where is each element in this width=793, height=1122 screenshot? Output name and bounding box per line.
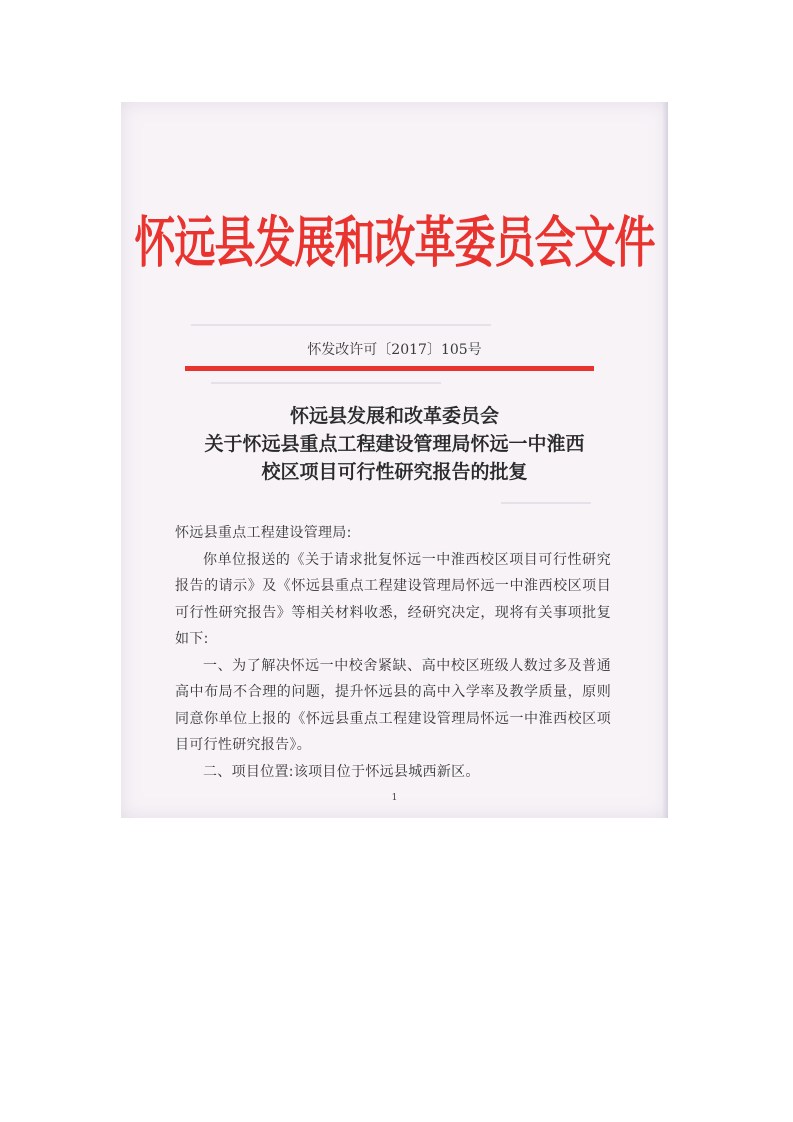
bleed-through-mark	[191, 324, 491, 326]
subject-line: 怀远县发展和改革委员会	[289, 405, 499, 427]
subject-line: 关于怀远县重点工程建设管理局怀远一中淮西	[204, 433, 585, 455]
document-body	[175, 520, 611, 785]
document-subject	[121, 402, 668, 486]
header-title: 怀远县发展和改革委员会文件	[134, 210, 655, 275]
document-number: 怀发改许可〔2017〕105号	[307, 342, 482, 358]
bleed-through-mark	[501, 502, 591, 504]
body-paragraph: 一、为了解决怀远一中校舍紧缺、高中校区班级人数过多及普通高中布局不合理的问题，提升怀远县的高中入学率及教学质量，原则同意你单位上报的《怀远县重点工程建设管理局怀远一中淮西校区项目可行性研究报告》。	[175, 657, 611, 753]
red-divider-rule	[185, 366, 594, 371]
body-paragraph: 二、项目位置:该项目位于怀远县城西新区。	[203, 763, 480, 780]
salutation: 怀远县重点工程建设管理局:	[175, 525, 352, 541]
subject-line: 校区项目可行性研究报告的批复	[261, 461, 528, 483]
scanned-document	[121, 102, 668, 818]
body-paragraph: 你单位报送的《关于请求批复怀远一中淮西校区项目可行性研究报告的请示》及《怀远县重点工程建设管理局怀远一中淮西校区项目可行性研究报告》等相关材料收悉，经研究决定，现将有关事项批复如下:	[175, 551, 611, 647]
bleed-through-mark	[211, 382, 441, 384]
page-number: 1	[391, 793, 398, 803]
